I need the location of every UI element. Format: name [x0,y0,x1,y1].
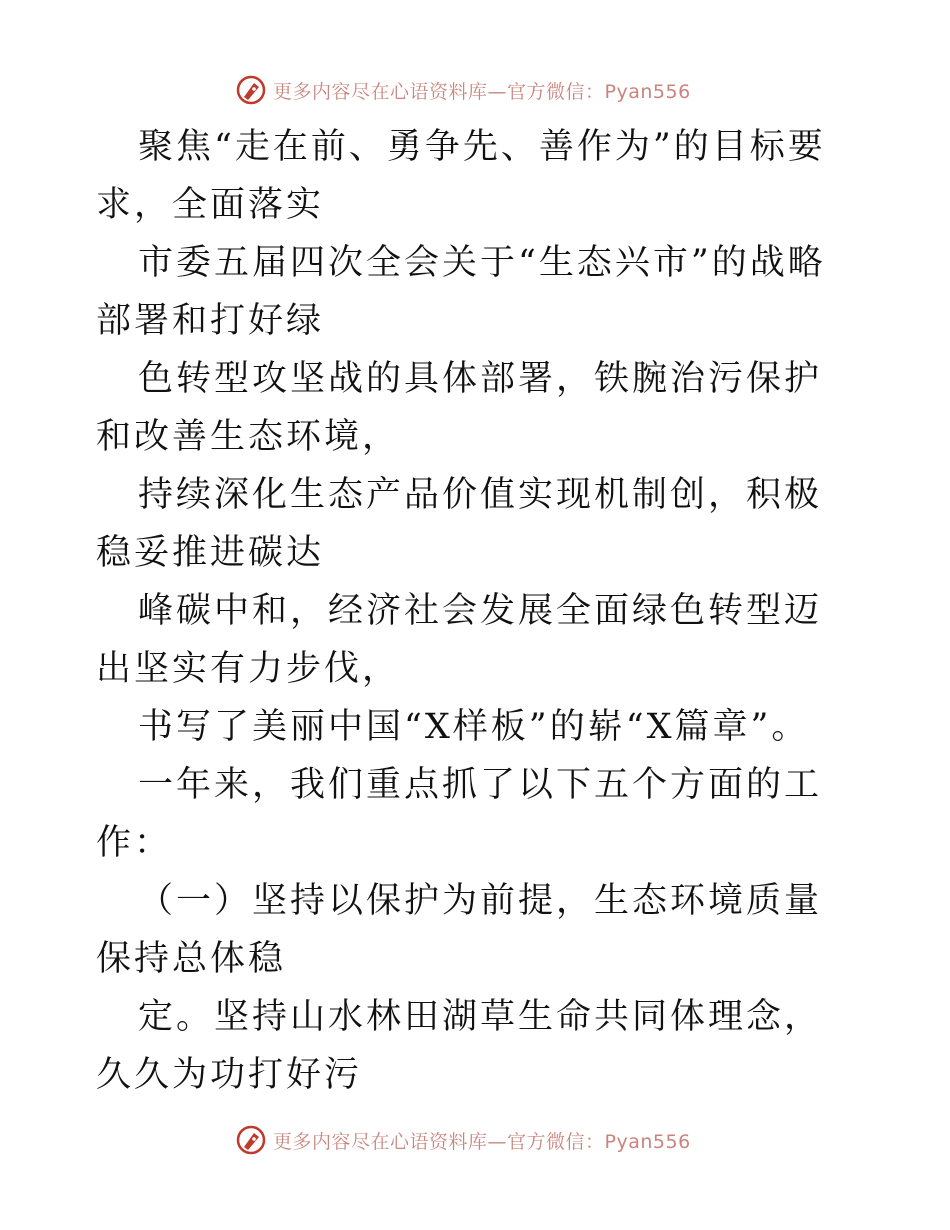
document-body [96,118,856,1104]
paragraph: 定。坚持山水林田湖草生命共同体理念，久久为功打好污 [96,997,823,1095]
paragraph: （一）坚持以保护为前提，生态环境质量保持总体稳 [96,881,823,979]
paragraph: 峰碳中和，经济社会发展全面绿色转型迈出坚实有力步伐， [96,591,823,689]
header-watermark [235,72,691,108]
paragraph: 一年来，我们重点抓了以下五个方面的工作： [96,765,823,863]
paragraph: 市委五届四次全会关于“生态兴市”的战略部署和打好绿 [96,243,826,341]
pen-nib-circle-icon [235,74,267,106]
watermark-text: 更多内容尽在心语资料库—官方微信：Pyan556 [273,1130,691,1153]
paragraph: 持续深化生态产品价值实现机制创，积极稳妥推进碳达 [96,475,823,573]
watermark-text: 更多内容尽在心语资料库—官方微信：Pyan556 [273,80,691,103]
paragraph: 色转型攻坚战的具体部署，铁腕治污保护和改善生态环境， [96,359,823,457]
paragraph: 书写了美丽中国“X样板”的崭“X篇章”。 [138,707,810,747]
footer-watermark [235,1122,691,1158]
paragraph: 聚焦“走在前、勇争先、善作为”的目标要求，全面落实 [96,127,826,225]
pen-nib-circle-icon [235,1124,267,1156]
